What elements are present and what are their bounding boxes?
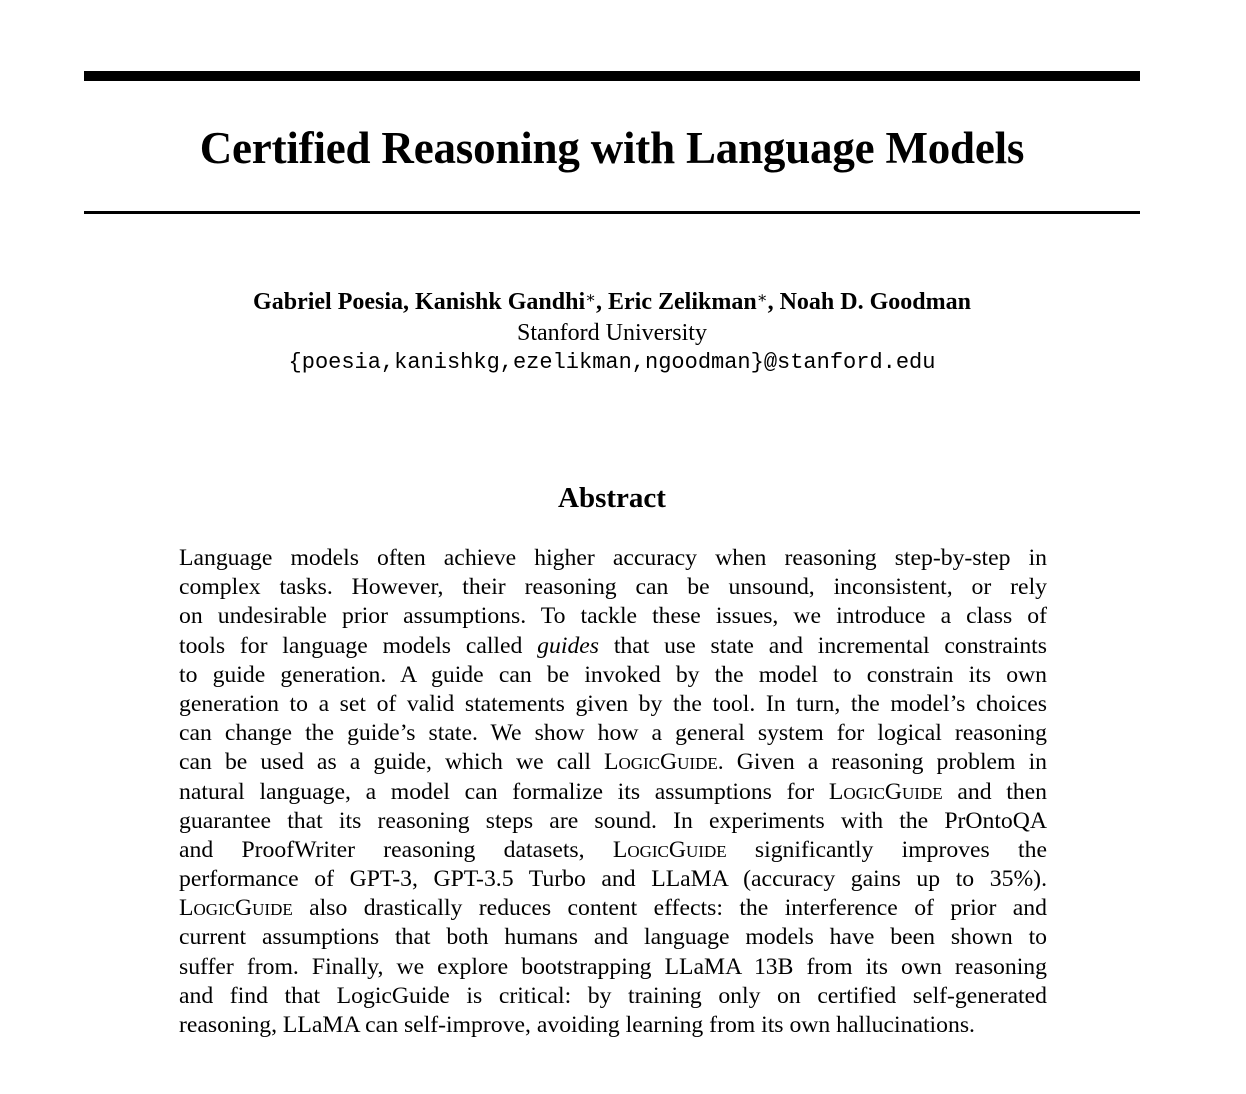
author-names <box>84 286 1140 318</box>
abstract-line <box>179 865 1047 894</box>
abstract-text: and find that LogicGuide is critical: by training only on certified self-generated <box>179 982 1047 1009</box>
abstract-text: generation to a set of valid statements given by the tool. In turn, the model’s choices <box>179 690 1047 717</box>
top-rule <box>84 71 1140 81</box>
abstract-text: natural language, a model can formalize its assumptions for <box>179 778 829 805</box>
author-name: Kanishk Gandhi <box>415 289 586 315</box>
abstract-text: also drastically reduces content effects: the interference of prior and <box>292 895 1047 922</box>
abstract-text: tools for language models called <box>179 632 538 659</box>
paper-title: Certified Reasoning with Language Models <box>199 123 1025 173</box>
abstract-line <box>179 807 1047 836</box>
abstract-text: and then <box>942 778 1048 805</box>
abstract-text: can change the guide’s state. We show how a general system for logical reasoning <box>179 720 1047 747</box>
equal-contribution-mark: ∗ <box>756 290 768 307</box>
abstract-text: and ProofWriter reasoning datasets, <box>179 836 613 863</box>
abstract-text: guarantee that its reasoning steps are sound. In experiments with the PrOntoQA <box>179 807 1047 834</box>
abstract-heading: Abstract <box>558 482 666 514</box>
title-bottom-rule <box>84 211 1140 214</box>
equal-contribution-mark: ∗ <box>585 290 597 307</box>
abstract-line <box>179 544 1047 573</box>
author-separator: , <box>767 289 780 315</box>
system-name: LogicGuide <box>179 895 293 922</box>
abstract-line <box>179 632 1047 661</box>
author-separator: , <box>596 289 609 315</box>
abstract-line <box>179 923 1047 952</box>
abstract-text: performance of GPT-3, GPT-3.5 Turbo and LLaMA (accuracy gains up to 35%). <box>179 866 1047 893</box>
abstract-text: on undesirable prior assumptions. To tackle these issues, we introduce a class of <box>179 603 1047 630</box>
abstract-text: current assumptions that both humans and language models have been shown to <box>179 924 1047 951</box>
abstract-text: reasoning, LLaMA can self-improve, avoiding learning from its own hallucinations. <box>179 1012 975 1038</box>
abstract-line <box>179 573 1047 602</box>
abstract-line <box>179 690 1047 719</box>
abstract-text: that use state and incremental constraints <box>599 632 1047 659</box>
author-name: Eric Zelikman <box>608 289 757 315</box>
abstract-line <box>179 719 1047 748</box>
abstract-text: can be used as a guide, which we call <box>179 749 605 776</box>
abstract-body <box>179 544 1047 1040</box>
abstract-line <box>179 836 1047 865</box>
abstract-line <box>179 661 1047 690</box>
abstract-text: complex tasks. However, their reasoning can be unsound, inconsistent, or rely <box>179 574 1047 601</box>
abstract-line <box>179 953 1047 982</box>
system-name: LogicGuide <box>828 778 943 805</box>
abstract-text: suffer from. Finally, we explore bootstrapping LLaMA 13B from its own reasoning <box>179 953 1047 980</box>
author-name: Gabriel Poesia <box>253 289 404 315</box>
author-block <box>84 286 1140 378</box>
abstract-text: Language models often achieve higher accuracy when reasoning step-by-step in <box>179 545 1047 571</box>
abstract-text: significantly improves the <box>726 836 1047 863</box>
author-name: Noah D. Goodman <box>779 289 971 315</box>
abstract-line <box>179 748 1047 777</box>
abstract-line <box>179 894 1047 923</box>
abstract-text: . Given a reasoning problem in <box>717 749 1048 776</box>
author-separator: , <box>403 289 416 315</box>
author-emails: {poesia,kanishkg,ezelikman,ngoodman}@stanford.edu <box>288 350 936 375</box>
system-name: LogicGuide <box>612 836 727 863</box>
system-name: LogicGuide <box>604 749 718 776</box>
abstract-line <box>179 982 1047 1011</box>
abstract-line <box>179 1011 1047 1040</box>
abstract-text: to guide generation. A guide can be invoked by the model to constrain its own <box>179 661 1047 688</box>
abstract-line <box>179 778 1047 807</box>
abstract-line <box>179 602 1047 631</box>
affiliation: Stanford University <box>517 320 707 346</box>
emphasized-term: guides <box>537 632 600 659</box>
